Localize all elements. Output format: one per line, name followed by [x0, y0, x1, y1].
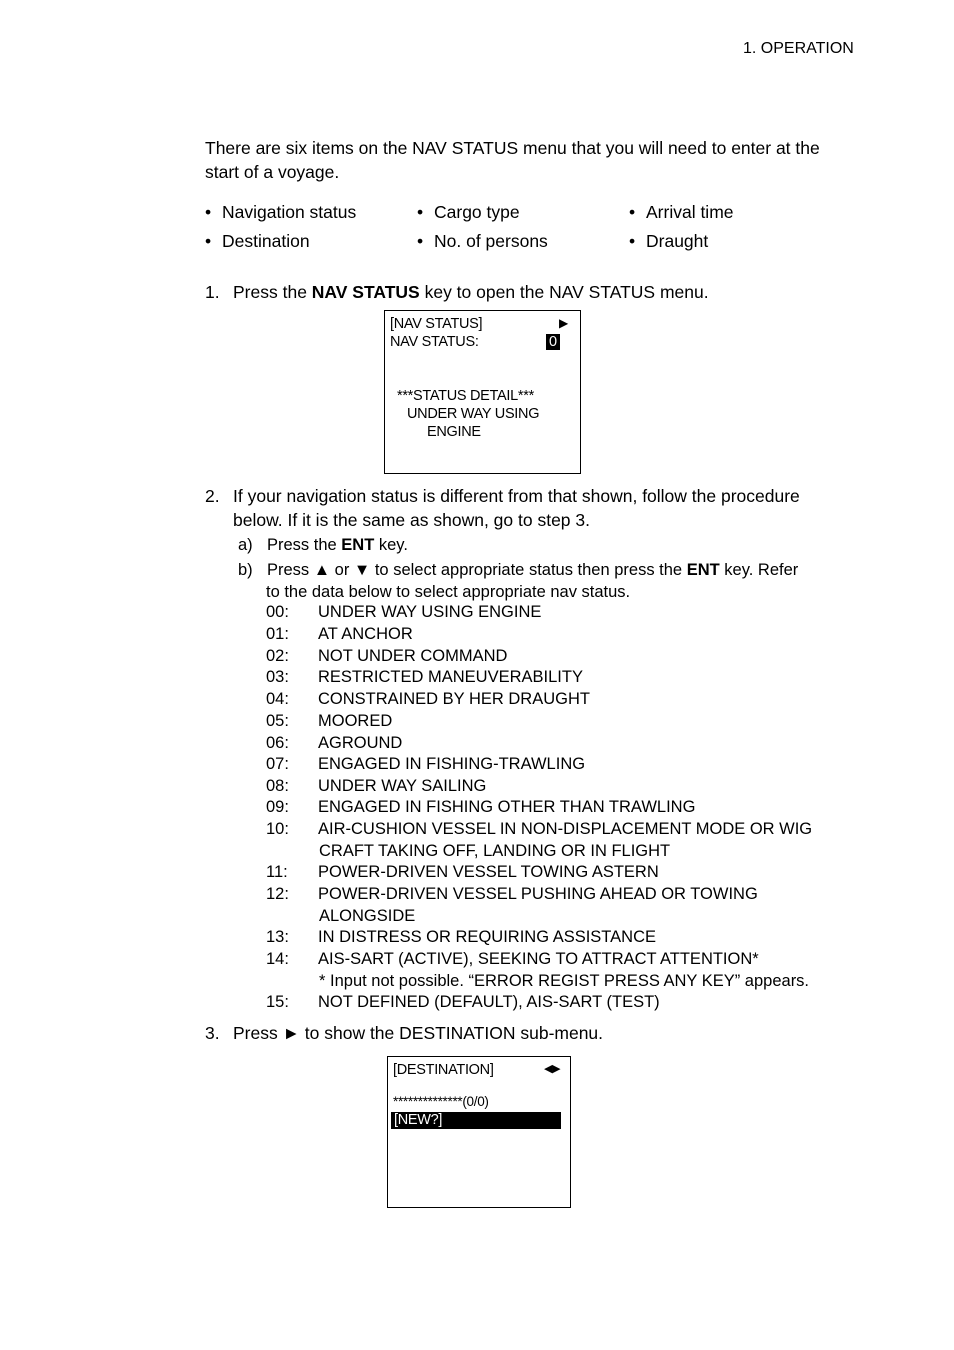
- step-text: If your navigation status is different from that shown, follow the procedure below. If it is the same as shown, go to step 3.: [233, 486, 800, 530]
- bullet-item: • Navigation status: [205, 202, 357, 222]
- step-2: [205, 484, 845, 534]
- left-right-arrow-icon: ◀▶: [544, 1063, 561, 1075]
- key-name: NAV STATUS: [311, 282, 420, 302]
- status-code-row: 05: MOORED: [266, 712, 393, 730]
- status-code-row: 06: AGROUND: [266, 734, 403, 752]
- status-code-continuation: ALONGSIDE: [319, 907, 416, 925]
- bullet-item: • Draught: [629, 231, 709, 251]
- bullet-item: • Cargo type: [417, 202, 520, 222]
- status-detail-line: ENGINE: [427, 424, 481, 440]
- bullet-icon: •: [629, 231, 636, 251]
- status-code-row: 04: CONSTRAINED BY HER DRAUGHT: [266, 690, 590, 708]
- bullet-icon: •: [417, 202, 424, 222]
- bullet-item: • No. of persons: [417, 231, 548, 251]
- status-code-row: 00: UNDER WAY USING ENGINE: [266, 603, 542, 621]
- status-code-row: 12: POWER-DRIVEN VESSEL PUSHING AHEAD OR TOWING: [266, 885, 758, 903]
- bullet-icon: •: [205, 202, 212, 222]
- substep-label: a): [238, 536, 253, 554]
- bullet-icon: •: [417, 231, 424, 251]
- step-1: 1. Press the NAV STATUS key to open the NAV STATUS menu.: [205, 282, 709, 302]
- status-code-row: 13: IN DISTRESS OR REQUIRING ASSISTANCE: [266, 928, 657, 946]
- step-number: 2.: [205, 486, 220, 506]
- status-code-row: 02: NOT UNDER COMMAND: [266, 647, 508, 665]
- new-entry-label: [NEW?]: [394, 1112, 443, 1128]
- status-code-row: 11: POWER-DRIVEN VESSEL TOWING ASTERN: [266, 863, 659, 881]
- key-name: ENT: [686, 561, 720, 579]
- bullet-icon: •: [629, 202, 636, 222]
- section-header: 1. OPERATION: [743, 40, 854, 57]
- new-entry-highlight[interactable]: [391, 1112, 561, 1129]
- substep-b: b) Press ▲ or ▼ to select appropriate status then press the ENT key. Refer: [238, 561, 799, 579]
- step-number: 1.: [205, 282, 220, 302]
- screen-title: [NAV STATUS]: [390, 316, 483, 332]
- status-detail-heading: ***STATUS DETAIL***: [397, 388, 534, 404]
- status-detail-line: UNDER WAY USING: [407, 406, 540, 422]
- substep-a: a) Press the ENT key.: [238, 536, 408, 554]
- nav-status-screen: [384, 310, 581, 474]
- step-number: 3.: [205, 1023, 220, 1043]
- destination-screen: [387, 1056, 571, 1208]
- status-code-row: 15: NOT DEFINED (DEFAULT), AIS-SART (TEST): [266, 993, 660, 1011]
- status-code-row: 09: ENGAGED IN FISHING OTHER THAN TRAWLING: [266, 798, 696, 816]
- status-code-row: 07: ENGAGED IN FISHING-TRAWLING: [266, 755, 586, 773]
- step-3: 3. Press ► to show the DESTINATION sub-menu.: [205, 1023, 604, 1043]
- substep-label: b): [238, 561, 253, 579]
- nav-status-value: 0: [546, 334, 560, 350]
- status-code-note: * Input not possible. “ERROR REGIST PRESS ANY KEY” appears.: [319, 972, 810, 990]
- nav-status-label: NAV STATUS:: [390, 334, 479, 350]
- status-code-row: 10: AIR-CUSHION VESSEL IN NON-DISPLACEMENT MODE OR WIG: [266, 820, 813, 838]
- screen-title: [DESTINATION]: [393, 1062, 494, 1078]
- bullet-icon: •: [205, 231, 212, 251]
- status-code-row: 08: UNDER WAY SAILING: [266, 777, 487, 795]
- right-arrow-icon: ▶: [559, 316, 568, 330]
- bullet-item: • Arrival time: [629, 202, 734, 222]
- substep-b-line2: to the data below to select appropriate nav status.: [266, 583, 631, 601]
- status-code-row: 14: AIS-SART (ACTIVE), SEEKING TO ATTRACT ATTENTION*: [266, 950, 759, 968]
- status-code-row: 03: RESTRICTED MANEUVERABILITY: [266, 668, 583, 686]
- intro-paragraph: There are six items on the NAV STATUS menu that you will need to enter at the start of a voyage.: [205, 138, 820, 182]
- status-code-continuation: CRAFT TAKING OFF, LANDING OR IN FLIGHT: [319, 842, 671, 860]
- status-code-row: 01: AT ANCHOR: [266, 625, 413, 643]
- destination-entry-placeholder: **************(0/0): [393, 1094, 489, 1109]
- bullet-item: • Destination: [205, 231, 310, 251]
- key-name: ENT: [341, 536, 375, 554]
